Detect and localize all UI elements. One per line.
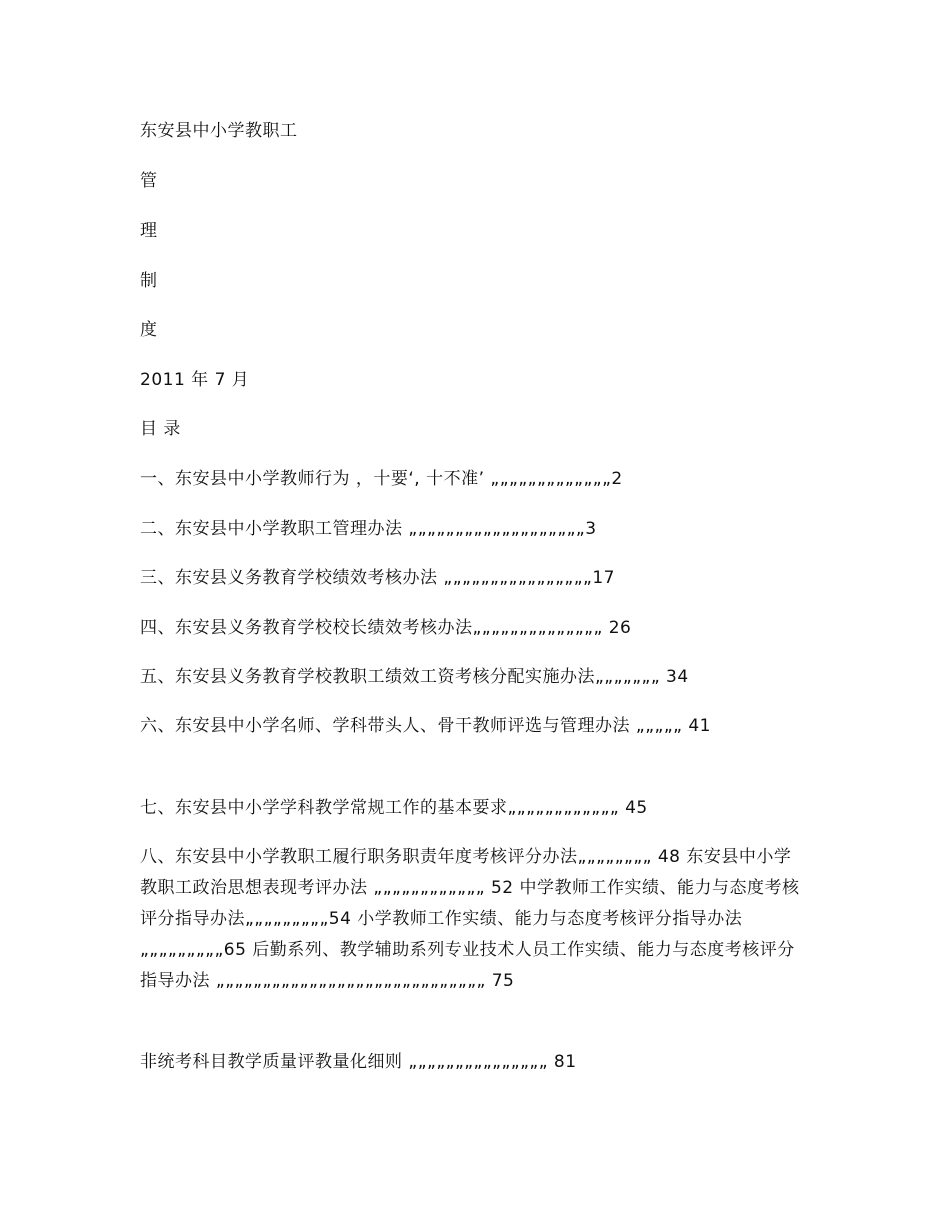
doc-title-line-5: 度 xyxy=(140,320,158,340)
toc-entry-last: 非统考科目教学质量评教量化细则 „„„„„„„„„„„„„„„ 81 xyxy=(140,1052,577,1072)
toc-entry-2: 二、东安县中小学教职工管理办法 „„„„„„„„„„„„„„„„„„„3 xyxy=(140,519,597,539)
toc-entry-7: 七、东安县中小学学科教学常规工作的基本要求„„„„„„„„„„„„ 45 xyxy=(140,798,648,818)
doc-title-line-3: 理 xyxy=(140,221,158,241)
toc-entry-3: 三、东安县义务教育学校绩效考核办法 „„„„„„„„„„„„„„„„17 xyxy=(140,568,615,588)
toc-entry-4: 四、东安县义务教育学校校长绩效考核办法„„„„„„„„„„„„„„ 26 xyxy=(140,618,632,638)
doc-date: 2011 年 7 月 xyxy=(140,370,250,390)
toc-entry-8-block: 八、东安县中小学教职工履行职务职责年度考核评分办法„„„„„„„„ 48 东安县中小学教职工政治思想表现考评办法 „„„„„„„„„„„„ 52 中学教师工作实绩、能力与态度考核评分指导办法„„„„„„„„„54 小学教师工作实绩、能力与态度考核评分指导办法„„„„„„„„„65 后勤系列、教学辅助系列专业技术人员工作实绩、能力与态度考核评分 指导办法 „„„„„„„„„„„„„„„„„„„„„„„„„„„„„ 75 xyxy=(140,847,800,991)
toc-entry-6: 六、东安县中小学名师、学科带头人、骨干教师评选与管理办法 „„„„„ 41 xyxy=(140,716,711,736)
doc-title-line-1: 东安县中小学教职工 xyxy=(140,121,298,141)
doc-title-line-2: 管 xyxy=(140,171,158,191)
toc-entry-5: 五、东安县义务教育学校教职工绩效工资考核分配实施办法„„„„„„„ 34 xyxy=(140,667,689,687)
doc-title-line-4: 制 xyxy=(140,271,158,291)
toc-entry-1: 一、东安县中小学教师行为 ，十要‘, 十不准’ „„„„„„„„„„„„„2 xyxy=(140,469,623,489)
toc-heading: 目 录 xyxy=(140,419,181,439)
